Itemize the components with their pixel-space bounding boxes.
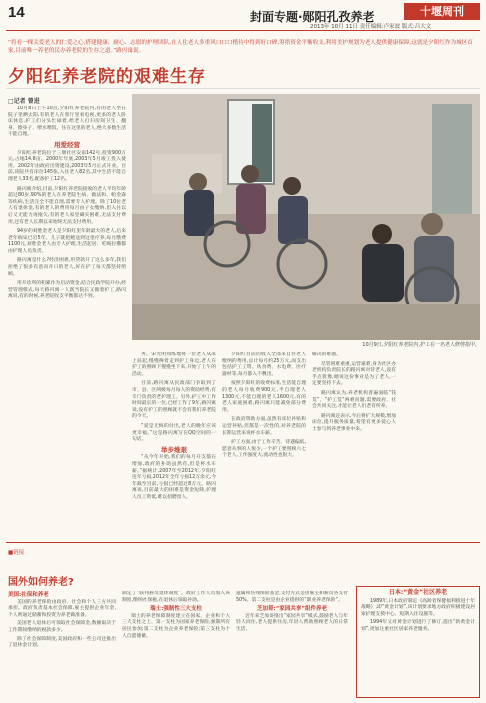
article-column-1 — [8, 106, 126, 538]
section-title: 封面专题·郧阳孔孜养老 — [250, 10, 375, 24]
paragraph: 路闪寓是什么?经济困难,用贷款开了这么多年,我们拒绝了很多有意向开口的老人,好在护工每天都坚持照顾。 — [8, 258, 126, 277]
photo-caption: 10月9日,夕阳红养老院内,护工在一名老人修剪指甲。 — [362, 342, 480, 348]
subheading: 美国:社保和养老 — [8, 592, 49, 598]
article-column-2 — [132, 352, 216, 535]
page-number: 14 — [8, 4, 25, 21]
bottom-column-1 — [8, 591, 116, 697]
paragraph: 护工方面,由于工作辛苦、待遇偏低,愿意从事的人很少,一个护工要照顾六七个老人,工作强度大,流动性也很大。 — [222, 440, 306, 459]
byline: □记者 曾进 — [8, 98, 40, 105]
issue-line: 2013年 10月 11日 责任编辑:卢家波 版式:吕大文 — [310, 24, 432, 30]
paragraph: 路闪寓还表示,今后将扩大规模,增加床位,提升服务质量,希望有更多爱心人士参与到养老事业中来。 — [312, 413, 396, 432]
paragraph: 1989年,日本政府制定《高龄者保健福利推进十年战略》,即“黄金计划”,该计划要求地方政府积极建设居家护理支援中心、短期入住设施等。 — [361, 598, 475, 617]
paragraph: 用开诊所的积累作为启动资金,结合民政学院开办,经营管理模式,每天路闪寓一人既当院长又做着护工,路闪寓说,有的时候,养老院收支平衡都达不到。 — [8, 281, 126, 300]
box-title: 日本:“黄金”社区养老 — [388, 589, 448, 596]
subheading: 用爱经营 — [54, 140, 80, 149]
paragraph: 在政府资助方面,虽然有床位补贴和运营补贴,但都是一次性的,对养老院的长期运营来说杯水车薪。 — [222, 417, 306, 436]
bottom-column-3 — [236, 591, 348, 697]
subheading: 举步维艰 — [161, 445, 187, 454]
headline: 夕阳红养老院的艰难生存 — [8, 67, 206, 87]
paragraph: 目前,路闪寓从民政部门争取到了市、县、区两级每月每人的资助经费,有专门负责的老护理工。另外,护工中工作时间最长的一位,已经工作了9年,路闪寓说,没有护工的照顾就不会有我们养老院的今天。 — [132, 381, 216, 420]
paragraph: 制定了“联邦雇员退休制度”。政府工作人员加入该制度,缴纳社保税,在退休后领取补助。 — [122, 591, 230, 603]
header-rule — [6, 30, 480, 31]
section-rule — [6, 542, 480, 543]
section-label: ■链接 — [8, 550, 25, 556]
article-column-3 — [222, 352, 306, 535]
paragraph: 务。”宋光明熟练地将一位老人从床上扶起,慢慢搀着走到护工身边,老人在护工的照顾下慢慢坐下来,开始了上午的活动。 — [132, 352, 216, 377]
lead-paragraph: “将看一棵关爱老人的仁爱之心,搭建健康、耐心、志愿的护理团队,在人住老人多重风口口口楷待中得到好口碑,筹措资金平衡收支,利用美护规划为老人提供健康保障,这就是夕阳红作为城区首家,目前唯一养老的民办养老院的生存之道。”路闪寓说。 — [8, 40, 473, 54]
section-heading: 国外如何养老? — [8, 577, 74, 588]
paragraph: 解决的难题。 — [312, 352, 341, 357]
paragraph: 路闪寓认为,养老机构普遍面临“钱荒”、“护工荒”两难问题,需要政府、社会共同关注,才能让老人们老有所养。 — [312, 390, 396, 410]
paragraph: 夕阳红目前的收入全部来自住老人缴纳的费用,总计每月约25万元,而支出包括护工工资、伙食费、水电费、医疗器材等,每月都入不敷出。 — [222, 352, 306, 377]
paragraph: 10月8日上午10点,夕阳红养老院内,有的老人坐在院子里晒太阳,有的老人在客厅里看电视,更多的老人卧床休息,护工们分头忙碌着,给老人打扫房间卫生、翻身、擦身子、喂水喂饭。住在这里的老人,绝大多数生活不能自理。 — [8, 106, 126, 138]
paragraph: 瑞士的养老保障制度建立在国家、企业和个人三大支柱之上。第一支柱为国家养老保险,强制所有居民参加;第二支柱为企业养老保险;第三支柱为个人自愿储蓄。 — [122, 613, 230, 639]
bottom-column-2 — [122, 591, 230, 697]
article-photo — [132, 94, 480, 340]
sidebar-box — [356, 586, 480, 698]
paragraph: 美国的养老保险由政府、社会和个人三方共同承担。政府负责基本社会保障,雇主提供企业年金,个人则通过储蓄和投资为养老做准备。 — [8, 599, 116, 618]
subheading: 瑞士:强制性三大支柱 — [150, 606, 202, 613]
paragraph: 94岁的刘胜金老人是夕阳红里年龄最大的老人,后来老年痴呆已近5年。儿子就把她送到这里疗养,每月缴费1100元,刘胜金老人由专人护理,生活起居、吃喝拉撒都由护理人员负责。 — [8, 229, 126, 254]
paragraph: “从今年开始,我们的每月开支都在增加,政府的补助虽然有,但是杯水车薪。”据统计,2007年至2012年,夕阳红连年亏损,2012年全年亏损12万余元,今年截至目前,亏损已经超过8万元。路闪寓说,目前最大的困难是资金短缺,护理人员工资低,难以招聘留人。 — [132, 455, 216, 500]
paragraph: 尽管困难重重,运营艰难,身为社区办老机构负责院长的路闪寓对待老人,没有半点犹豫,她说这份事业是为了老人,一定要坚持下去。 — [312, 361, 396, 387]
article-column-4 — [312, 352, 396, 535]
paragraph: 按照夕阳红的收费标准,生活能自理的老人每月收费900元,半自理老人1300元,不能自理的老人1600元,有的老人家庭困难,路闪寓只能减免部分费用。 — [222, 381, 306, 413]
page-header — [0, 0, 486, 30]
subheading: 芝加哥:“家园共享”组件养老 — [257, 606, 327, 613]
paragraph: “爱是无悔的付出,老人的晚年应该更幸福。”这是路闪寓写在QQ空间的一句话。 — [132, 423, 216, 443]
paragraph: 路闪寓介绍,目前,夕阳红养老院接收的老人平均年龄超过80岁,90%的老人在养老院生病、做法和、帕金森等疾病,生活完全不能自理,需要专人护理。除了10位老人有退休金,有的老人的费用每月由子女缴纳,但入住以后又无能力再拖欠,有的老人家里确实困难,无法支付费用,还有老人长期以来始终无法支付费用。 — [8, 186, 126, 225]
paragraph: 1994年又对黄金计划进行了修订,提出“新黄金计划”,更加注重社区居家养老服务。 — [361, 620, 475, 632]
article-column-5 — [402, 352, 480, 535]
paragraph: 除了社会保障制度,美国政府和一些公司还推出了退休金计划。 — [8, 636, 116, 649]
publication-badge: 十堰周刊 — [404, 3, 480, 20]
headline-rule — [6, 88, 480, 89]
paragraph: 近年来芝加哥推出“家园共享”模式,鼓励老人与年轻人同住,老人提供住房,年轻人帮助照顾老人的日常生活。 — [236, 613, 348, 632]
paragraph: 美国老人退休后可领取社会保障金,数额取决于工作期间缴纳的税款多少。 — [8, 621, 116, 633]
paragraph: 遗属和伤残保险基金,支付方式是由雇主和雇员各支付50%。第二支柱是由企业提供的“职业养老保险”。 — [236, 591, 348, 603]
paragraph: 夕阳红养老院位于三堰社区安南142号,投资900万元,占地14.8亩。2000年年底,2003年5月竣工投入使用。2002年由政府出资建设,2003年5月正式开业。目前,该院共有床位145张,入住老人82名,其中生活不能自理老人33名,配备护工12名。 — [8, 150, 126, 182]
